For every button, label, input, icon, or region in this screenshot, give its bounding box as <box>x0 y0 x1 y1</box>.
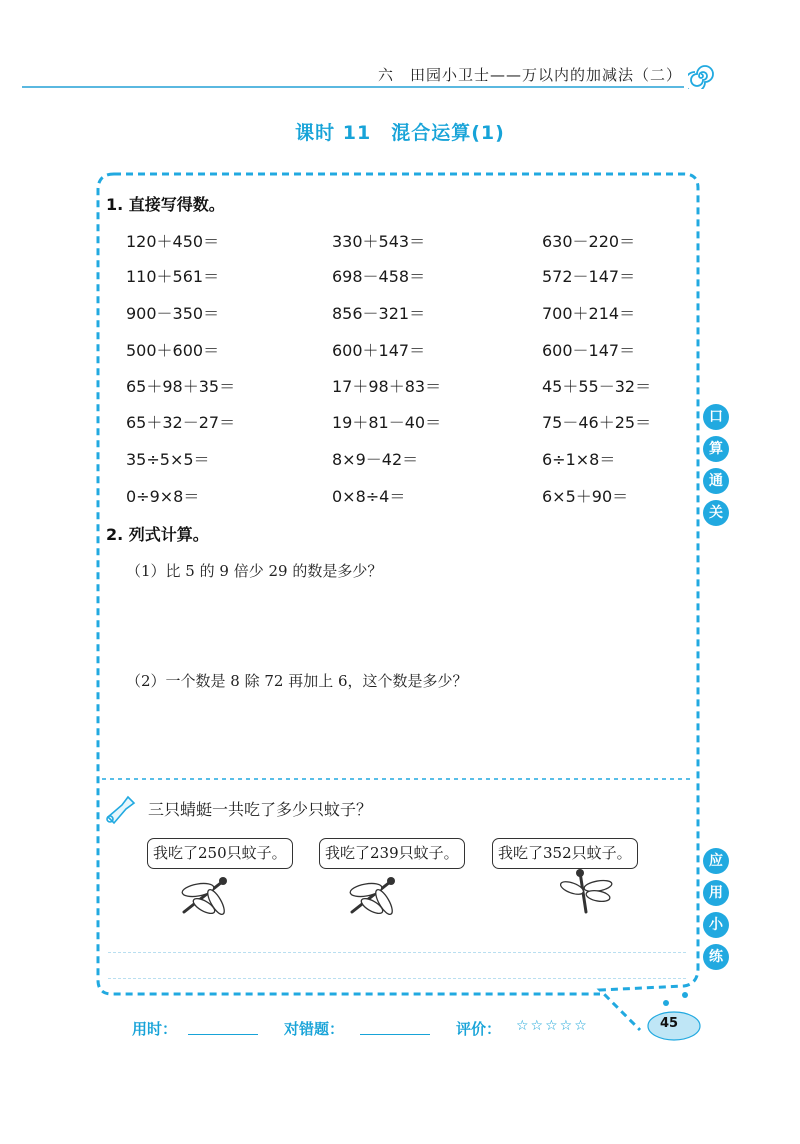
calc-item: 19＋81－40＝ <box>332 413 442 432</box>
calc-item: 600＋147＝ <box>332 341 426 360</box>
question-1: （1）比 5 的 9 倍少 29 的数是多少？ <box>126 562 383 580</box>
side-tab-yong: 用 <box>703 880 729 906</box>
speech-bubble: 我吃了352只蚊子。 <box>492 838 638 869</box>
calc-item: 65＋32－27＝ <box>126 413 236 432</box>
calc-item: 0×8÷4＝ <box>332 487 406 506</box>
calc-item: 698－458＝ <box>332 267 426 286</box>
time-blank[interactable] <box>188 1034 258 1035</box>
trumpet-icon <box>104 793 140 825</box>
dragonfly-icon <box>176 872 232 918</box>
page-number: 45 <box>659 1016 679 1031</box>
dragonfly-icon <box>560 868 616 914</box>
time-label: 用时： <box>132 1020 178 1038</box>
section1-heading: 1. 直接写得数。 <box>106 195 225 214</box>
calc-item: 0÷9×8＝ <box>126 487 200 506</box>
calc-item: 630－220＝ <box>542 232 636 251</box>
calc-item: 572－147＝ <box>542 267 636 286</box>
calc-item: 6÷1×8＝ <box>542 450 616 469</box>
calc-item: 8×9－42＝ <box>332 450 419 469</box>
section2-heading: 2. 列式计算。 <box>106 525 209 544</box>
side-tab-lian: 练 <box>703 944 729 970</box>
calc-item: 120＋450＝ <box>126 232 220 251</box>
calc-item: 900－350＝ <box>126 304 220 323</box>
calc-item: 45＋55－32＝ <box>542 377 652 396</box>
side-tab-suan: 算 <box>703 436 729 462</box>
calc-item: 6×5＋90＝ <box>542 487 629 506</box>
rating-stars[interactable]: ☆☆☆☆☆ <box>516 1018 589 1034</box>
calc-item: 330＋543＝ <box>332 232 426 251</box>
side-tab-guan: 关 <box>703 500 729 526</box>
answer-line <box>108 952 686 953</box>
calc-item: 75－46＋25＝ <box>542 413 652 432</box>
answer-line <box>108 978 686 979</box>
side-tab-tong: 通 <box>703 468 729 494</box>
calc-item: 500＋600＝ <box>126 341 220 360</box>
calc-item: 700＋214＝ <box>542 304 636 323</box>
errors-label: 对错题： <box>284 1020 345 1038</box>
question-2: （2）一个数是 8 除 72 再加上 6，这个数是多少？ <box>126 672 468 690</box>
rating-label: 评价： <box>456 1020 502 1038</box>
calc-item: 600－147＝ <box>542 341 636 360</box>
speech-bubble: 我吃了239只蚊子。 <box>319 838 465 869</box>
calc-item: 65＋98＋35＝ <box>126 377 236 396</box>
chapter-header: 六 田园小卫士——万以内的加减法（二） <box>377 66 682 84</box>
side-tab-xiao: 小 <box>703 912 729 938</box>
errors-blank[interactable] <box>360 1034 430 1035</box>
lesson-title: 课时 11 混合运算(1) <box>295 122 505 144</box>
speech-bubble: 我吃了250只蚊子。 <box>147 838 293 869</box>
calc-item: 856－321＝ <box>332 304 426 323</box>
calc-item: 110＋561＝ <box>126 267 220 286</box>
side-tab-ying: 应 <box>703 848 729 874</box>
application-question: 三只蜻蜓一共吃了多少只蚊子？ <box>148 800 373 819</box>
side-tab-kou: 口 <box>703 404 729 430</box>
calc-item: 17＋98＋83＝ <box>332 377 442 396</box>
dragonfly-icon <box>344 872 400 918</box>
calc-item: 35÷5×5＝ <box>126 450 210 469</box>
